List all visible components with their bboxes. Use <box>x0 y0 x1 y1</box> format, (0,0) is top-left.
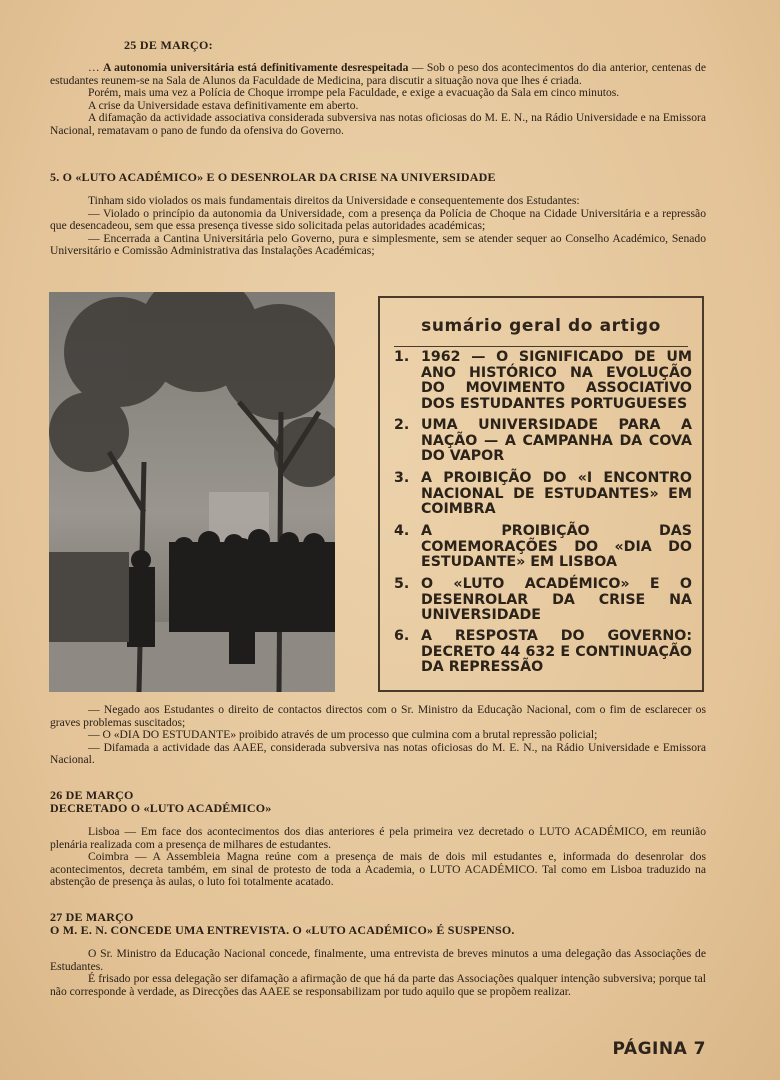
bullet: — Negado aos Estudantes o direito de contactos directos com o Sr. Ministro da Educação Nacional, com o fim de esclarecer os graves problemas suscitados; <box>50 703 706 729</box>
summary-item-text: UMA UNIVERSIDADE PARA A NAÇÃO — A CAMPANHA DA COVA DO VAPOR <box>421 417 692 465</box>
summary-item-text: 1962 — O SIGNIFICADO DE UM ANO HISTÓRICO NA EVOLUÇÃO DO MOVIMENTO ASSOCIATIVO DOS ESTUDANTES PORTUGUESES <box>421 349 692 412</box>
march-27-heading <box>50 911 706 937</box>
bold-lead: A autonomia universitária está definitivamente desrespeitada <box>103 61 409 74</box>
summary-item <box>394 418 692 465</box>
summary-item-number: 6. <box>394 628 410 644</box>
summary-item <box>394 577 692 624</box>
section-title: DECRETADO O «LUTO ACADÉMICO» <box>50 801 272 815</box>
summary-item-number: 1. <box>394 349 410 365</box>
street-crowd-photo <box>49 292 335 692</box>
summary-item-text: A PROIBIÇÃO DO «I ENCONTRO NACIONAL DE ESTUDANTES» EM COIMBRA <box>421 470 692 518</box>
paragraph: Coimbra — A Assembleia Magna reúne com a presença de mais de dois mil estudantes e, informada do desenrolar dos acontecimentos, decreta também, em sinal de protesto de toda a Academia, o LUTO ACADÉMICO. Tal como em Lisboa traduzido na abstenção de presença às aulas, o luto foi totalmente acatado. <box>50 850 706 889</box>
paragraph: A difamação da actividade associativa considerada subversiva nas notas oficiosas do M. E. N., na Rádio Universidade e na Emissora Nacional, rematavam o pano de fundo da ofensiva do Governo. <box>50 111 706 137</box>
section-5-heading: 5. O «LUTO ACADÉMICO» E O DESENROLAR DA CRISE NA UNIVERSIDADE <box>50 170 496 184</box>
paragraph-text: — Sob o peso dos acontecimentos do dia anterior, centenas de estudantes reunem-se na Sala de Alunos da Faculdade de Medicina, para discutir a situação nova que lhes é criada. <box>50 61 706 87</box>
summary-item <box>394 471 692 518</box>
paragraph: É frisado por essa delegação ser difamação a afirmação de que há da parte das Associações qualquer intenção subversiva; porque tal não corresponde à verdade, as Direcções das AAEE se responsabilizam por tudo aquilo que se propõem realizar. <box>50 972 706 998</box>
summary-divider <box>394 346 688 347</box>
page-number: PÁGINA 7 <box>612 1039 706 1059</box>
photo-illustration <box>49 292 335 692</box>
summary-item-number: 4. <box>394 523 410 539</box>
date-march-27: 27 DE MARÇO <box>50 910 134 924</box>
paragraph: Tinham sido violados os mais fundamentais direitos da Universidade e consequentemente dos Estudantes: <box>88 194 580 207</box>
paragraph: Porém, mais uma vez a Polícia de Choque irrompe pela Faculdade, e exige a evacuação da Sala em cinco minutos. <box>88 86 620 100</box>
bullet: — Violado o princípio da autonomia da Universidade, com a presença da Polícia de Choque na Cidade Universitária e a repressão que desencadeou, sem que essa presença tivesse sido solicitada pelas autoridades académicas; <box>50 206 706 233</box>
section-5-more-text <box>50 704 706 767</box>
march-26-heading <box>50 789 706 815</box>
summary-item-text: A RESPOSTA DO GOVERNO: DECRETO 44 632 E CONTINUAÇÃO DA REPRESSÃO <box>421 628 692 676</box>
bullet: — Encerrada a Cantina Universitária pelo Governo, pura e simplesmente, sem se atender sequer ao Conselho Académico, Senado Universitário e Comissão Administrativa das Instalações Académicas; <box>50 231 706 258</box>
summary-item-number: 2. <box>394 417 410 433</box>
march-25-text <box>50 62 706 138</box>
summary-item-text: O «LUTO ACADÉMICO» E O DESENROLAR DA CRISE NA UNIVERSIDADE <box>421 576 692 624</box>
date-march-26: 26 DE MARÇO <box>50 788 134 802</box>
section-5-text <box>50 195 706 258</box>
march-27-text <box>50 948 706 998</box>
summary-item-number: 3. <box>394 470 410 486</box>
paragraph: Lisboa — Em face dos acontecimentos dos dias anteriores é pela primeira vez decretado o LUTO ACADÉMICO, em reunião plenária realizada com a presença de milhares de estudantes. <box>50 825 706 851</box>
article-summary-box <box>378 296 704 692</box>
summary-item-text: A PROIBIÇÃO DAS COMEMORAÇÕES DO «DIA DO ESTUDANTE» EM LISBOA <box>421 523 692 571</box>
paragraph: O Sr. Ministro da Educação Nacional concede, finalmente, uma entrevista de breves minutos a uma delegação das Associações de Estudantes. <box>50 947 706 973</box>
summary-item <box>394 524 692 571</box>
paragraph: … A autonomia universitária está definitivamente desrespeitada — Sob o peso dos acontecimentos do dia anterior, centenas de estudantes reunem-se na Sala de Alunos da Faculdade de Medicina, para discutir a situação nova que lhes é criada. <box>50 61 706 87</box>
paragraph: A crise da Universidade estava definitivamente em aberto. <box>88 98 359 112</box>
section-title: O M. E. N. CONCEDE UMA ENTREVISTA. O «LUTO ACADÉMICO» É SUSPENSO. <box>50 923 515 937</box>
summary-item <box>394 350 692 412</box>
summary-item <box>394 629 692 676</box>
summary-title: sumário geral do artigo <box>421 316 661 336</box>
march-26-text <box>50 826 706 889</box>
bullet: — Difamada a actividade das AAEE, considerada subversiva nas notas oficiosas do M. E. N., na Rádio Universidade e Emissora Nacional. <box>50 740 706 767</box>
date-march-25: 25 DE MARÇO: <box>124 38 213 52</box>
summary-item-number: 5. <box>394 576 410 592</box>
bullet: — O «DIA DO ESTUDANTE» proibido através de um processo que culmina com a brutal repressão policial; <box>88 728 598 742</box>
